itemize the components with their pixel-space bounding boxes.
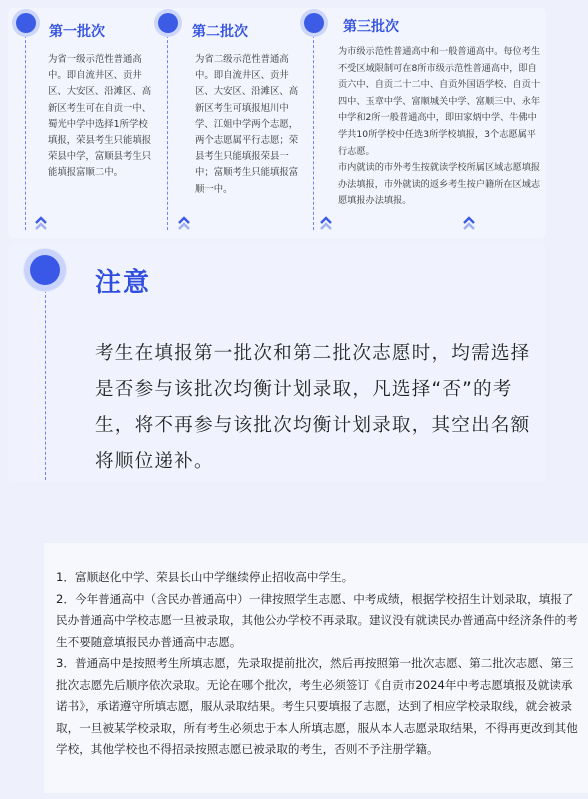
- batch-3-body: [338, 44, 544, 210]
- rule-item-3: 3．普通高中是按照考生所填志愿，先录取提前批次，然后再按照第一批次志愿、第二批次志愿、第三批次志愿先后顺序依次录取。无论在哪个批次，考生必须签订《自贡市2024年中考志愿填报及就读承诺书》，承诺遵守所填志愿，服从录取结果。考生只要填报了志愿，达到了相应学校录取线，就会被录取，一旦被某学校录取，所有考生必须忠于本人所填志愿，服从本人志愿录取结果，不得再更改到其他学校，其他学校也不得招录按照志愿已被录取的考生，否则不予注册学籍。: [56, 656, 578, 756]
- batch-2-dot-icon: [158, 13, 178, 33]
- batch-1-timeline: [25, 30, 26, 230]
- batch-2-timeline: [167, 30, 168, 230]
- batch-3-timeline: [313, 30, 314, 230]
- note-dot-icon: [30, 255, 60, 285]
- batch-1-chevron-up-icon: [35, 215, 47, 231]
- batch-3-chevron-up-icon: [320, 215, 332, 231]
- batch-1-paragraph: 为省一级示范性普通高中。即自流井区、贡井区、大安区、沿滩区、高新区考生可在自贡一中、蜀光中学中选择1所学校填报，荣县考生只能填报荣县中学，富顺县考生只能填报富顺二中。: [48, 54, 152, 179]
- batch-2-title: 第二批次: [192, 24, 248, 40]
- batch-3-paragraph-1: 为市级示范性普通高中和一般普通高中。每位考生不受区域限制可在8所市级示范性普通高中，即自贡六中、自贡二十二中、自贡外国语学校、自贡十四中、玉章中学、富顺城关中学、富顺三中、永年中学和2所一般普通高中，即田家炳中学、牛佛中学共10所学校中任选3所学校填报，3个志愿属平行志愿。: [338, 46, 541, 157]
- rules-list: [56, 567, 578, 761]
- note-title: 注意: [95, 268, 152, 298]
- batch-2-body: [195, 52, 305, 198]
- rule-item-1: 1．富顺赵化中学、荣县长山中学继续停止招收高中学生。: [56, 570, 354, 584]
- rule-item-2: 2．今年普通高中（含民办普通高中）一律按照学生志愿、中考成绩，根据学校招生计划录取，填报了民办普通高中学校志愿一旦被录取，其他公办学校不再录取。建议没有就读民办普通高中经济条件的考生不要随意填报民办普通高中志愿。: [56, 591, 578, 649]
- batch-3-paragraph-2: 市内就读的市外考生按就读学校所属区域志愿填报办法填报，市外就读的返乡考生按户籍所在区域志愿填报办法填报。: [338, 162, 541, 207]
- batch-2-chevron-up-icon: [178, 215, 190, 231]
- batch-2-paragraph: 为省二级示范性普通高中。即自流井区、贡井区、大安区、沿滩区、高新区考生可填报旭川中学、江姐中学两个志愿，两个志愿属平行志愿；荣县考生只能填报荣县一中；富顺考生只能填报富顺一中。: [195, 54, 299, 195]
- batch-3-title: 第三批次: [343, 19, 399, 35]
- batch-3-chevron-up-icon-2: [463, 215, 475, 231]
- batch-1-body: [48, 52, 156, 182]
- batch-1-title: 第一批次: [49, 24, 105, 40]
- batch-1-dot-icon: [16, 13, 36, 33]
- batch-3-dot-icon: [304, 13, 324, 33]
- note-body: 考生在填报第一批次和第二批次志愿时，均需选择是否参与该批次均衡计划录取，凡选择“否”的考生，将不再参与该批次均衡计划录取，其空出名额将顺位递补。: [95, 343, 531, 472]
- note-timeline: [45, 290, 46, 480]
